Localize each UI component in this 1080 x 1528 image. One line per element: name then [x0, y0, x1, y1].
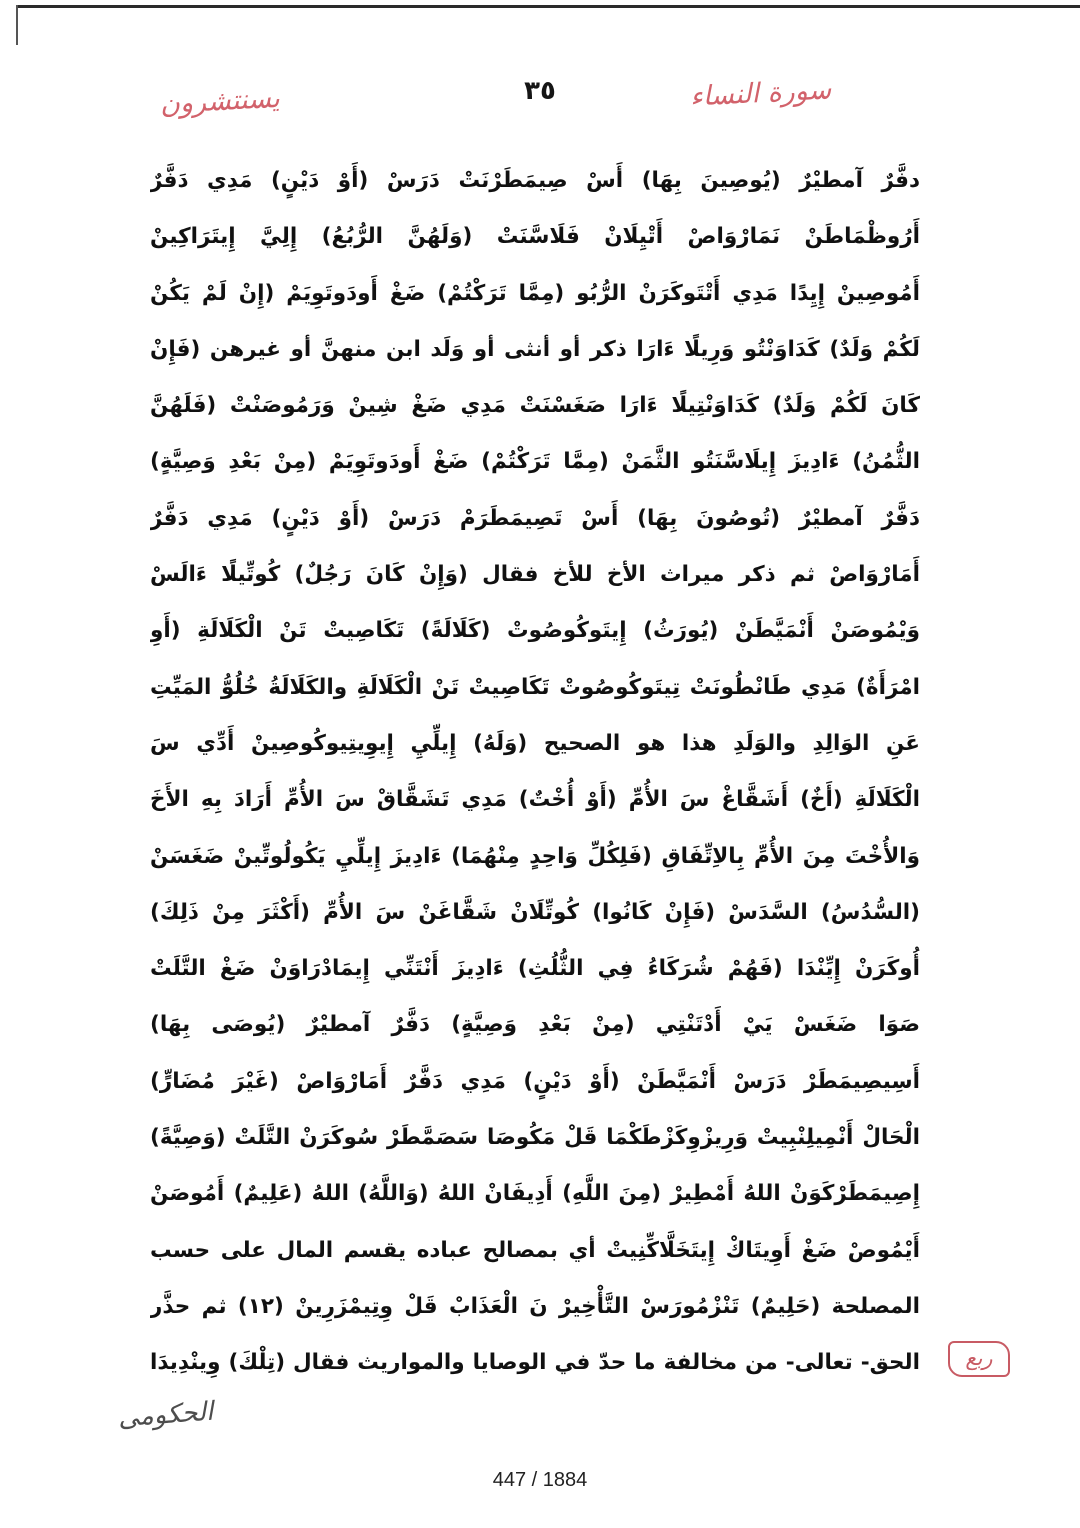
scan-edge-top — [18, 5, 1080, 8]
catchword: الحكومى — [117, 1396, 215, 1434]
text-line-4: لَكُمْ وَلَدٌ) كَدَاوَنْتُو وَرِيلًا ءَارَا ذكر أو أنثى أو وَلَد ابن منهنَّ أو غيرهن (فَإِنْ — [150, 336, 920, 362]
text-line-10: امْرَأَةٌ) مَدِي طَانْطُونَتْ تِيتَوكُوصُوتْ تَكَاصِيتْ تَنْ الْكَلَالَةِ والكَلَالَةُ خُلُوُّ المَيِّتِ — [150, 674, 920, 700]
text-line-15: أُوكَرَنْ إِيِّنْدَا (فَهُمْ شُرَكَاءُ فِي الثُّلُثِ) ءَادِيزَ أَنْتَنِّي إِيمَادْرَاوَنْ ضَغْ التَّلَتْ — [150, 956, 920, 982]
text-line-17: أَسِيصِيمَطَرْ دَرَسْ أَنْمَيَّطَنْ (أَوْ دَيْنٍ) مَدِي دَفَّرٌ أَمَارْوَاصْ (غَيْرَ مُضَارٍّ) — [150, 1068, 920, 1094]
text-line-22: الحق- تعالى- من مخالفة ما حدّ في الوصايا والمواريث فقال (تِلْكَ) وِينْدِيدَا — [150, 1350, 920, 1376]
text-line-9: وَيْمُوصَنْ أَنْمَيَّطَنْ (يُورَثُ) إِيتَوكُوصُوتْ (كَلَالَةً) تَكَاصِيتْ تَنْ الْكَلَالَةِ (أَوِ — [150, 618, 920, 644]
text-line-20: أَيْمُوصْ ضَغْ أَوِيتَاكْ إِيتَخَلَّاكِّنِيتْ أي بمصالح عباده يقسم المال على حسب — [150, 1237, 920, 1263]
text-line-6: الثُّمُنُ) ءَادِيزَ إِيلَاسَّنَتُو الثَّمَنْ (مِمَّا تَرَكْتُمْ) ضَغْ أَودَوتَوِيَمْ (مِنْ بَعْدِ وَصِيَّةٍ) — [150, 449, 920, 475]
text-line-3: أَمُوصِينْ إِيِدًا مَدِي أَتْتَوكَرَنْ الرُّبُو (مِمَّا تَرَكْتُمْ) ضَغْ أَودَوتَوِيَمْ (إِنْ لَمْ يَكُنْ — [150, 280, 920, 306]
text-line-1: دفَّرٌ آمطيْرٌ (يُوصِينَ بِهَا) أَسْ صِيمَطَرْنَتْ دَرَسْ (أَوْ دَيْنٍ) مَدِي دَفَّرٌ — [150, 168, 920, 193]
text-line-21: المصلحة (حَلِيمٌ) تَنْزْمُورَسْ التَّأْخِيرْ نَ الْعَذَابْ قَلْ وِتِيمْزَرِينْ (١٢) ثم حذَّر — [150, 1293, 920, 1319]
text-line-18: الْحَالْ أَنْمِيلِنْبِيتْ وَرِيزْوِكَزْطَكْمَا قَلْ مَكُوصَا سَصَمَّطَرْ سُوكَرَنْ التَّلَتْ (وَصِيَّةً) — [150, 1125, 920, 1151]
page-indicator: 447 / 1884 — [492, 1469, 588, 1491]
margin-note-top-left: يسنتشرون — [159, 82, 281, 121]
text-line-19: إِصِيمَطَرْكَوَنْ اللهُ أَمْطِيرْ (مِنَ اللَّهِ) أَدِيفَانْ اللهُ (وَاللَّهُ) اللهُ (عَلِيمٌ) أَمُوصَنْ — [150, 1181, 920, 1207]
text-line-5: كَانَ لَكُمْ وَلَدٌ) كَدَاوَنْتِيلًا ءَارَا صَغَسْنَتْ مَدِي ضَغْ شِينْ وَرَمُوصَنْتْ (فَلَهُنَّ — [150, 393, 920, 419]
quarter-marker-box: ربع — [948, 1341, 1010, 1377]
surah-name-note: سورة النساء — [689, 74, 832, 113]
text-line-13: وَالأُخْتَ مِنَ الأُمِّ بِالاِتِّفَاقِ (فَلِكُلِّ وَاحِدٍ مِنْهُمَا) ءَادِيزَ إِيلِّيِ يَكُولُوتِّينْ ضَغَسَنْ — [150, 843, 920, 869]
text-line-8: أَمَارْوَاصْ ثم ذكر ميراث الأخ للأخ فقال (وَإِنْ كَانَ رَجُلٌ) كُوتِّيلًا ءَالَسْ — [150, 562, 920, 588]
scan-edge-left — [16, 5, 18, 45]
text-line-14: (السُّدُسُ) السَّدَسْ (فَإِنْ كَانُوا) كُوتِّلَانْ شَقَّاغَنْ سَ الأُمِّ (أَكْثَرَ مِنْ ذَلِكَ) — [150, 899, 920, 925]
page-number: ٣٥ — [524, 76, 556, 106]
text-line-11: عَنِ الوَالِدِ والوَلَدِ هذا هو الصحيح (وَلَهُ) إِيلِّيِ إِيوِيتِيوكُوصِينْ أَدِّي سَ — [150, 730, 920, 756]
text-line-16: صَوَا ضَغَسْ يَيْ أَدْتَنْتِي (مِنْ بَعْدِ وَصِيَّةٍ) دَفَّرٌ آمطيْرٌ (يُوصَى بِهَا) — [150, 1012, 920, 1038]
text-line-2: أَرُوظْمَاطَنْ نَمَارْوَاصْ أَتْيِلَانْ فَلَاسَّنَتْ (وَلَهُنَّ الرُّبُعُ) إِلِيَّ إِيتَرَاكِينْ — [150, 224, 920, 250]
body-text — [150, 153, 920, 1392]
text-line-12: الْكَلَالَةِ (أَخٌ) أَشَقَّاغْ سَ الأُمِّ (أَوْ أُخْتٌ) مَدِي تَشَقَّاقْ سَ الأُمِّ أَرَادَ بِهِ الأَخَ — [150, 787, 920, 813]
text-line-7: دَفَّرٌ آمطيْرٌ (تُوصُونَ بِهَا) أَسْ تَصِيمَطَرَمْ دَرَسْ (أَوْ دَيْنٍ) مَدِي دَفَّرٌ — [150, 505, 920, 531]
